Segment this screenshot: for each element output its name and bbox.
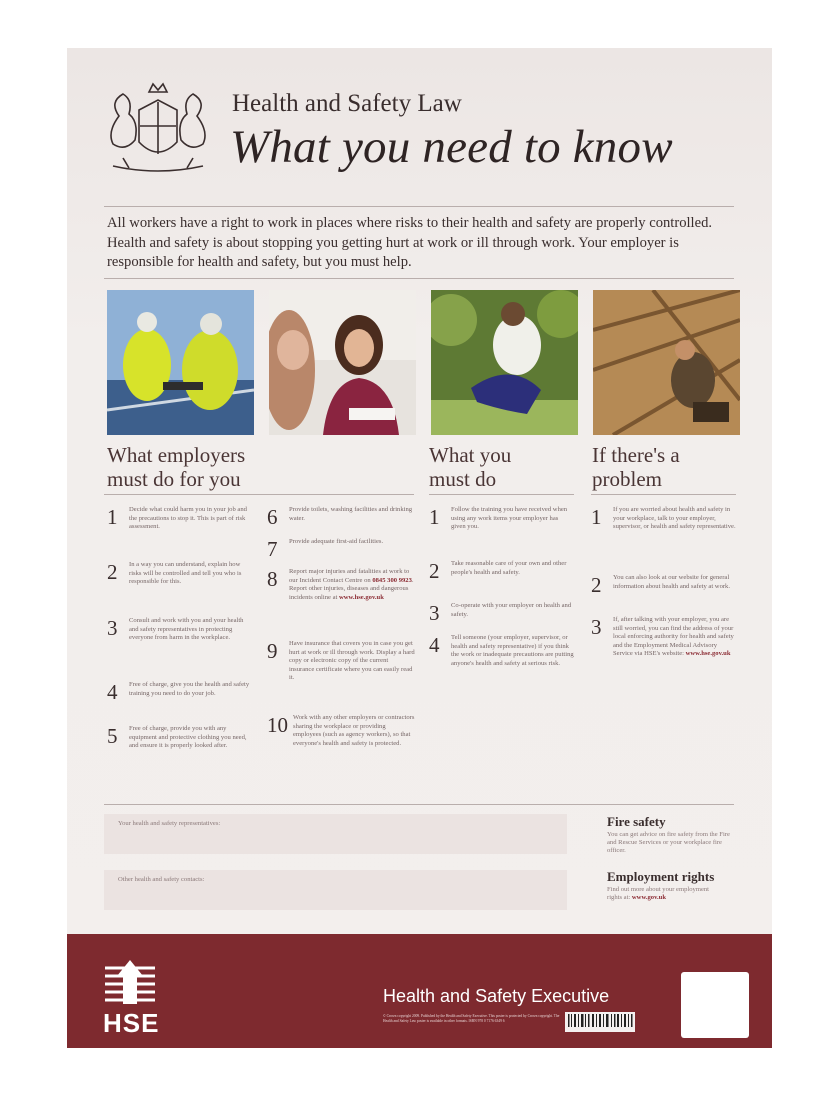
item-text-part: . Report other injuries, diseases and dangerous incidents online at — [289, 576, 414, 601]
item-text: Free of charge, provide you with any equipment and protective clothing you need, and ensure it is properly looked after. — [129, 725, 247, 750]
employers-column-2 — [267, 506, 415, 784]
farm-worker-photo — [431, 290, 578, 435]
list-item — [591, 506, 736, 574]
workers-in-hi-vis-photo — [107, 290, 254, 435]
item-text: You can also look at our website for general information about health and safety at work. — [613, 574, 731, 590]
item-number: 3 — [429, 601, 440, 625]
barcode-icon — [565, 1012, 635, 1032]
item-text: Consult and work with you and your health and safety representatives in protecting everyone from harm in the workplace. — [129, 617, 244, 642]
list-item — [429, 634, 574, 704]
employers-heading: What employers must do for you — [107, 443, 246, 491]
item-text: Take reasonable care of your own and other people's health and safety. — [451, 560, 567, 576]
item-number: 5 — [107, 724, 118, 748]
item-number: 2 — [429, 559, 440, 583]
fire-safety-text: You can get advice on fire safety from the Fire and Rescue Services or your workplace fire officer. — [607, 831, 730, 855]
incident-phone-number: 0845 300 9923 — [372, 576, 412, 584]
item-number: 8 — [267, 567, 278, 591]
women-meeting-photo — [269, 290, 416, 435]
royal-coat-of-arms-icon — [99, 80, 217, 180]
problem-heading: If there's a problem — [592, 443, 680, 491]
representatives-field[interactable] — [104, 814, 567, 854]
list-item — [267, 538, 415, 568]
item-text: Free of charge, give you the health and safety training you need to do your job. — [129, 681, 250, 697]
representatives-label: Your health and safety representatives: — [118, 820, 221, 827]
item-text: Provide toilets, washing facilities and drinking water. — [289, 506, 413, 522]
divider — [104, 278, 734, 279]
item-text: Have insurance that covers you in case you get hurt at work or ill through work. Display a hard copy or electronic copy of the current insurance certificate where you can easily read it. — [289, 640, 415, 682]
employment-rights-heading: Employment rights — [607, 869, 715, 884]
divider — [104, 804, 734, 805]
hse-logo-text: HSE — [103, 1008, 160, 1038]
list-item — [429, 602, 574, 634]
other-contacts-field[interactable] — [104, 870, 567, 910]
item-text-part: Report major injuries and fatalities at work to our Incident Contact Centre on — [289, 568, 410, 584]
item-number: 2 — [107, 560, 118, 584]
item-text — [613, 616, 736, 659]
item-number: 1 — [429, 505, 440, 529]
list-item — [267, 714, 415, 784]
item-number: 3 — [107, 616, 118, 640]
hse-website-link[interactable]: www.hse.gov.uk — [685, 650, 731, 658]
item-number: 3 — [591, 615, 602, 639]
item-number: 10 — [267, 713, 288, 737]
item-number: 1 — [591, 505, 602, 529]
list-item — [267, 568, 415, 640]
employers-column-1 — [107, 506, 252, 775]
list-item — [107, 617, 252, 681]
divider — [429, 494, 574, 495]
fire-safety-heading: Fire safety — [607, 814, 666, 829]
blank-panel — [681, 972, 749, 1038]
item-number: 4 — [429, 633, 440, 657]
item-number: 1 — [107, 505, 118, 529]
item-text-part: If, after talking with your employer, you are still worried, you can find the address of your local enforcing authority for health and safety and the Employment Medical Advisory Service via HSE's website: — [613, 616, 734, 658]
hse-website-link[interactable]: www.hse.gov.uk — [339, 593, 384, 601]
footer-band — [67, 934, 772, 1048]
item-text: In a way you can understand, explain how risks will be controlled and tell you who is responsible for this. — [129, 561, 242, 586]
poster — [67, 48, 772, 1048]
you-column — [429, 506, 574, 704]
item-number: 4 — [107, 680, 118, 704]
divider — [591, 494, 736, 495]
divider — [104, 206, 734, 207]
item-text: Tell someone (your employer, supervisor, or health and safety representative) if you think the work or inadequate precautions are putting anyone's health and safety at serious risk. — [451, 634, 574, 667]
list-item — [107, 561, 252, 617]
poster-title: What you need to know — [230, 121, 673, 173]
item-text: Follow the training you have received when using any work items your employer has given you. — [451, 506, 568, 531]
divider — [104, 494, 414, 495]
item-text: Decide what could harm you in your job and the precautions to stop it. This is part of risk assessment. — [129, 506, 247, 531]
item-number: 9 — [267, 639, 278, 663]
item-text: Work with any other employers or contractors sharing the workplace or providing employees (such as agency workers), so that everyone's health and safety is protected. — [293, 714, 415, 747]
list-item — [107, 725, 252, 775]
you-heading: What you must do — [429, 443, 512, 491]
roof-worker-photo — [593, 290, 740, 435]
list-item — [429, 560, 574, 602]
intro-text: All workers have a right to work in places where risks to their health and safety are properly controlled. Health and safety is about stopping you getting hurt at work or ill through work. Your employer is responsible for health and safety, but you must help. — [107, 215, 713, 270]
organisation-name: Health and Safety Executive — [383, 986, 610, 1006]
item-text: Co-operate with your employer on health and safety. — [451, 602, 572, 618]
problem-column — [591, 506, 736, 706]
item-number: 6 — [267, 505, 278, 529]
list-item — [591, 574, 736, 616]
list-item — [107, 681, 252, 725]
item-text: If you are worried about health and safety in your workplace, talk to your employer, supervisor, or health and safety representative. — [613, 506, 736, 531]
list-item — [107, 506, 252, 561]
employment-rights-body: Find out more about your employment rights at: — [607, 886, 710, 902]
employment-rights-text — [607, 886, 717, 902]
item-text: Provide adequate first-aid facilities. — [289, 538, 384, 545]
copyright-text: © Crown copyright 2009. Published by the Health and Safety Executive. This poster is protected by Crown copyright. The Health and Safety Law poster is available in other formats. ISBN 978 0 7176 6349 6 — [383, 1014, 560, 1023]
item-number: 2 — [591, 573, 602, 597]
poster-supertitle: Health and Safety Law — [232, 90, 462, 117]
list-item — [267, 506, 415, 538]
gov-uk-link[interactable]: www.gov.uk — [631, 894, 667, 902]
other-contacts-label: Other health and safety contacts: — [118, 876, 205, 883]
item-number: 7 — [267, 537, 278, 561]
list-item — [591, 616, 736, 706]
list-item — [267, 640, 415, 714]
item-text — [289, 568, 415, 602]
list-item — [429, 506, 574, 560]
